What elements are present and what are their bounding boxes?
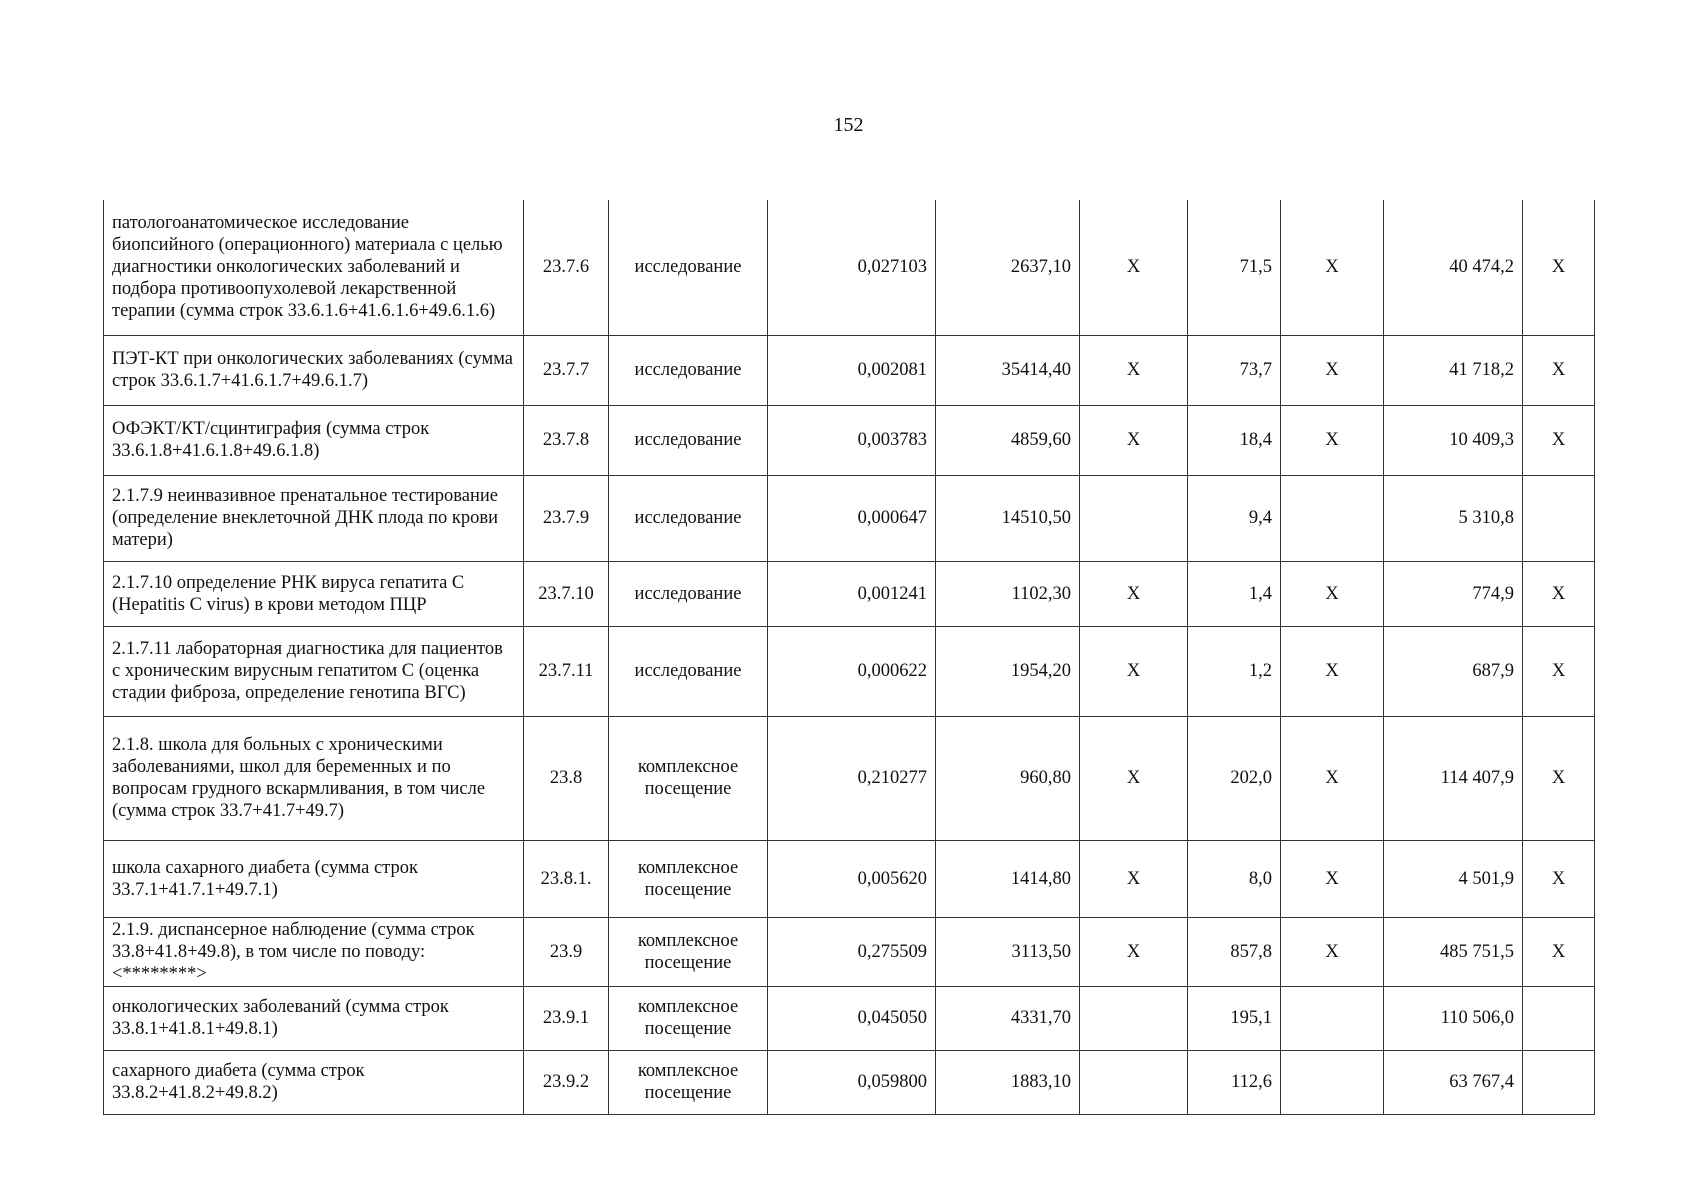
row-col10 bbox=[1523, 986, 1595, 1050]
row-col6: Х bbox=[1080, 626, 1188, 716]
row-cost: 1414,80 bbox=[936, 840, 1080, 917]
row-col7: 857,8 bbox=[1188, 917, 1281, 986]
row-cost: 1102,30 bbox=[936, 561, 1080, 626]
row-norm: 0,002081 bbox=[768, 335, 936, 405]
row-col8: Х bbox=[1281, 561, 1384, 626]
row-code: 23.7.7 bbox=[524, 335, 609, 405]
row-cost: 4859,60 bbox=[936, 405, 1080, 475]
table-row bbox=[104, 561, 1595, 626]
row-norm: 0,005620 bbox=[768, 840, 936, 917]
table-row bbox=[104, 626, 1595, 716]
row-code: 23.7.10 bbox=[524, 561, 609, 626]
row-name: 2.1.7.9 неинвазивное пренатальное тестирование (определение внеклеточной ДНК плода по крови матери) bbox=[104, 475, 524, 561]
row-col10: Х bbox=[1523, 917, 1595, 986]
table-row bbox=[104, 475, 1595, 561]
row-col7: 8,0 bbox=[1188, 840, 1281, 917]
row-col9: 114 407,9 bbox=[1384, 716, 1523, 840]
row-col8: Х bbox=[1281, 626, 1384, 716]
row-col8 bbox=[1281, 1050, 1384, 1114]
row-code: 23.9.1 bbox=[524, 986, 609, 1050]
row-col10: Х bbox=[1523, 561, 1595, 626]
row-col8: Х bbox=[1281, 405, 1384, 475]
row-col7: 1,4 bbox=[1188, 561, 1281, 626]
row-code: 23.7.6 bbox=[524, 200, 609, 335]
row-col8: Х bbox=[1281, 335, 1384, 405]
row-cost: 14510,50 bbox=[936, 475, 1080, 561]
row-name: онкологических заболеваний (сумма строк 33.8.1+41.8.1+49.8.1) bbox=[104, 986, 524, 1050]
row-col9: 10 409,3 bbox=[1384, 405, 1523, 475]
row-col6 bbox=[1080, 475, 1188, 561]
row-cost: 35414,40 bbox=[936, 335, 1080, 405]
row-norm: 0,000622 bbox=[768, 626, 936, 716]
row-col8: Х bbox=[1281, 200, 1384, 335]
row-col9: 40 474,2 bbox=[1384, 200, 1523, 335]
row-col6 bbox=[1080, 1050, 1188, 1114]
table-row bbox=[104, 200, 1595, 335]
row-col9: 774,9 bbox=[1384, 561, 1523, 626]
row-unit: исследование bbox=[609, 561, 768, 626]
row-col10: Х bbox=[1523, 626, 1595, 716]
table-row bbox=[104, 335, 1595, 405]
row-col8 bbox=[1281, 475, 1384, 561]
row-norm: 0,000647 bbox=[768, 475, 936, 561]
row-name: патологоанатомическое исследование биопсийного (операционного) материала с целью диагностики онкологических заболеваний и подбора противоопухолевой лекарственной терапии (сумма строк 33.6.1.6+41.6.1.6+49.6.1.6) bbox=[104, 200, 524, 335]
row-col6: Х bbox=[1080, 405, 1188, 475]
row-norm: 0,210277 bbox=[768, 716, 936, 840]
row-col7: 195,1 bbox=[1188, 986, 1281, 1050]
row-col8 bbox=[1281, 986, 1384, 1050]
row-col8: Х bbox=[1281, 840, 1384, 917]
row-unit: комплексное посещение bbox=[609, 917, 768, 986]
table-row bbox=[104, 917, 1595, 986]
row-code: 23.8 bbox=[524, 716, 609, 840]
row-col10: Х bbox=[1523, 335, 1595, 405]
row-col7: 18,4 bbox=[1188, 405, 1281, 475]
row-col9: 485 751,5 bbox=[1384, 917, 1523, 986]
row-col7: 71,5 bbox=[1188, 200, 1281, 335]
table-row bbox=[104, 840, 1595, 917]
table-row bbox=[104, 1050, 1595, 1114]
row-name: 2.1.8. школа для больных с хроническими заболеваниями, школ для беременных и по вопросам грудного вскармливания, в том числе (сумма строк 33.7+41.7+49.7) bbox=[104, 716, 524, 840]
row-col7: 1,2 bbox=[1188, 626, 1281, 716]
row-unit: комплексное посещение bbox=[609, 1050, 768, 1114]
row-name: ПЭТ-КТ при онкологических заболеваниях (сумма строк 33.6.1.7+41.6.1.7+49.6.1.7) bbox=[104, 335, 524, 405]
row-col6: Х bbox=[1080, 335, 1188, 405]
row-code: 23.7.8 bbox=[524, 405, 609, 475]
row-col6: Х bbox=[1080, 200, 1188, 335]
row-unit: комплексное посещение bbox=[609, 840, 768, 917]
row-col6: Х bbox=[1080, 840, 1188, 917]
row-col9: 5 310,8 bbox=[1384, 475, 1523, 561]
row-col7: 73,7 bbox=[1188, 335, 1281, 405]
row-unit: исследование bbox=[609, 335, 768, 405]
row-col10: Х bbox=[1523, 200, 1595, 335]
row-col7: 112,6 bbox=[1188, 1050, 1281, 1114]
table-row bbox=[104, 405, 1595, 475]
row-cost: 1954,20 bbox=[936, 626, 1080, 716]
row-code: 23.9 bbox=[524, 917, 609, 986]
table-row bbox=[104, 716, 1595, 840]
row-cost: 4331,70 bbox=[936, 986, 1080, 1050]
row-code: 23.7.9 bbox=[524, 475, 609, 561]
row-col10 bbox=[1523, 1050, 1595, 1114]
row-col6: Х bbox=[1080, 917, 1188, 986]
row-col9: 41 718,2 bbox=[1384, 335, 1523, 405]
row-col9: 63 767,4 bbox=[1384, 1050, 1523, 1114]
row-name: 2.1.7.10 определение РНК вируса гепатита С (Hepatitis C virus) в крови методом ПЦР bbox=[104, 561, 524, 626]
page-number: 152 bbox=[833, 114, 864, 136]
row-col6: Х bbox=[1080, 561, 1188, 626]
row-unit: исследование bbox=[609, 405, 768, 475]
row-col7: 202,0 bbox=[1188, 716, 1281, 840]
row-norm: 0,275509 bbox=[768, 917, 936, 986]
row-col6: Х bbox=[1080, 716, 1188, 840]
table-row bbox=[104, 986, 1595, 1050]
row-norm: 0,045050 bbox=[768, 986, 936, 1050]
row-name: 2.1.9. диспансерное наблюдение (сумма строк 33.8+41.8+49.8), в том числе по поводу:<********> bbox=[104, 917, 524, 986]
row-cost: 960,80 bbox=[936, 716, 1080, 840]
row-name: ОФЭКТ/КТ/сцинтиграфия (сумма строк 33.6.1.8+41.6.1.8+49.6.1.8) bbox=[104, 405, 524, 475]
row-col7: 9,4 bbox=[1188, 475, 1281, 561]
row-col9: 687,9 bbox=[1384, 626, 1523, 716]
row-unit: комплексное посещение bbox=[609, 986, 768, 1050]
row-cost: 2637,10 bbox=[936, 200, 1080, 335]
row-col10: Х bbox=[1523, 716, 1595, 840]
row-code: 23.7.11 bbox=[524, 626, 609, 716]
row-name: 2.1.7.11 лабораторная диагностика для пациентов с хроническим вирусным гепатитом С (оценка стадии фиброза, определение генотипа ВГС) bbox=[104, 626, 524, 716]
row-norm: 0,001241 bbox=[768, 561, 936, 626]
row-cost: 3113,50 bbox=[936, 917, 1080, 986]
row-unit: исследование bbox=[609, 626, 768, 716]
row-cost: 1883,10 bbox=[936, 1050, 1080, 1114]
row-col10 bbox=[1523, 475, 1595, 561]
row-col10: Х bbox=[1523, 840, 1595, 917]
row-col8: Х bbox=[1281, 716, 1384, 840]
row-norm: 0,003783 bbox=[768, 405, 936, 475]
row-name: школа сахарного диабета (сумма строк 33.7.1+41.7.1+49.7.1) bbox=[104, 840, 524, 917]
row-code: 23.9.2 bbox=[524, 1050, 609, 1114]
row-name: сахарного диабета (сумма строк 33.8.2+41.8.2+49.8.2) bbox=[104, 1050, 524, 1114]
row-col8: Х bbox=[1281, 917, 1384, 986]
row-col9: 110 506,0 bbox=[1384, 986, 1523, 1050]
data-table bbox=[103, 200, 1595, 1115]
row-norm: 0,059800 bbox=[768, 1050, 936, 1114]
row-col6 bbox=[1080, 986, 1188, 1050]
row-unit: исследование bbox=[609, 200, 768, 335]
row-code: 23.8.1. bbox=[524, 840, 609, 917]
row-unit: исследование bbox=[609, 475, 768, 561]
row-unit: комплексное посещение bbox=[609, 716, 768, 840]
row-norm: 0,027103 bbox=[768, 200, 936, 335]
row-col10: Х bbox=[1523, 405, 1595, 475]
row-col9: 4 501,9 bbox=[1384, 840, 1523, 917]
